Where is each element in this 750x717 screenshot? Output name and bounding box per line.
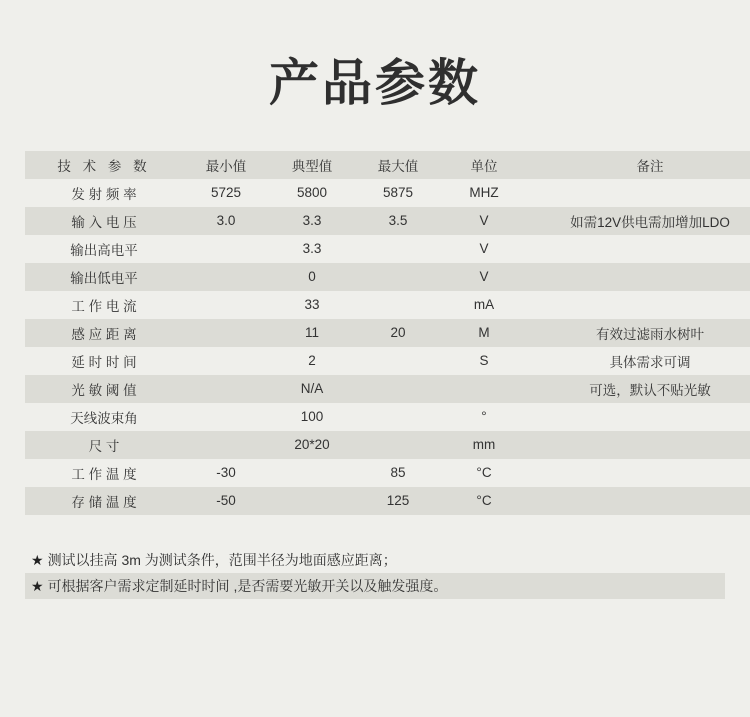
- cell-max: 5875: [382, 185, 414, 200]
- cell-unit: M: [441, 319, 527, 347]
- cell-min: -30: [216, 465, 236, 480]
- table-row: [25, 235, 750, 263]
- cell-note: 可选，默认不贴光敏: [527, 375, 750, 403]
- cell-unit: V: [479, 241, 489, 256]
- cell-unit: S: [479, 353, 489, 368]
- cell-min: [183, 291, 269, 319]
- star-icon: ★: [31, 577, 44, 594]
- cell-note: [527, 235, 750, 263]
- cell-note: 具体需求可调: [609, 354, 691, 370]
- cell-param: 天线波束角: [70, 410, 138, 426]
- cell-typ: [269, 459, 355, 487]
- table-row: [25, 291, 750, 319]
- cell-typ: 5800: [296, 185, 328, 200]
- cell-note: [527, 487, 750, 515]
- table-row: [25, 431, 750, 459]
- header-unit: 单位: [441, 151, 527, 179]
- cell-param: 输出高电平: [70, 242, 138, 258]
- cell-param: 感 应 距 离: [25, 319, 183, 347]
- cell-typ: 33: [304, 297, 320, 312]
- cell-unit: MHZ: [469, 185, 499, 200]
- cell-typ: 100: [300, 409, 324, 424]
- cell-param: 存 储 温 度: [25, 487, 183, 515]
- cell-max: [355, 403, 441, 431]
- cell-note: [527, 403, 750, 431]
- note-text: 可根据客户需求定制延时时间 ,是否需要光敏开关以及触发强度。: [47, 577, 448, 594]
- cell-unit: V: [441, 207, 527, 235]
- header-max: 最大值: [355, 151, 441, 179]
- header-note: 备注: [527, 151, 750, 179]
- cell-param: 工 作 温 度: [71, 466, 137, 482]
- cell-unit: °C: [476, 465, 492, 480]
- table-row: [25, 459, 750, 487]
- cell-max: 3.5: [355, 207, 441, 235]
- cell-typ: 3.3: [269, 207, 355, 235]
- cell-param: 光 敏 阈 值: [25, 375, 183, 403]
- table-header-row: [25, 151, 750, 179]
- table-row: [25, 487, 750, 515]
- cell-unit: mA: [473, 297, 495, 312]
- header-param: 技 术 参 数: [25, 151, 183, 179]
- cell-max: 125: [355, 487, 441, 515]
- cell-max: [355, 235, 441, 263]
- cell-param: 延 时 时 间: [71, 354, 137, 370]
- table-row: [25, 375, 750, 403]
- spec-table-body: [25, 179, 750, 515]
- cell-max: [355, 263, 441, 291]
- cell-param: 输出低电平: [25, 263, 183, 291]
- cell-note: [527, 179, 750, 207]
- cell-max: 20: [355, 319, 441, 347]
- cell-param: 工 作 电 流: [71, 298, 137, 314]
- table-row: [25, 263, 750, 291]
- spec-table-head: [25, 151, 750, 179]
- note-text: 测试以挂高 3m 为测试条件，范围半径为地面感应距离；: [47, 551, 397, 568]
- cell-max: [355, 347, 441, 375]
- cell-typ: 3.3: [302, 241, 322, 256]
- page-title: 产品参数: [269, 55, 481, 111]
- cell-unit: V: [441, 263, 527, 291]
- star-icon: ★: [31, 551, 44, 568]
- cell-unit: °: [481, 409, 487, 424]
- cell-typ: 2: [308, 353, 316, 368]
- cell-typ: N/A: [269, 375, 355, 403]
- note-item: [25, 547, 725, 573]
- cell-typ: 11: [269, 319, 355, 347]
- notes-section: [25, 547, 725, 599]
- cell-min: [183, 263, 269, 291]
- cell-max: [355, 291, 441, 319]
- header-typ: 典型值: [269, 151, 355, 179]
- cell-min: [183, 235, 269, 263]
- cell-typ: 20*20: [269, 431, 355, 459]
- cell-max: 85: [390, 465, 406, 480]
- cell-param: 尺 寸: [25, 431, 183, 459]
- cell-param: 输 入 电 压: [25, 207, 183, 235]
- cell-note: 如需12V供电需加增加LDO: [527, 207, 750, 235]
- table-row: [25, 207, 750, 235]
- table-row: [25, 403, 750, 431]
- cell-min: 3.0: [183, 207, 269, 235]
- cell-param: 发 射 频 率: [71, 186, 137, 202]
- table-row: [25, 319, 750, 347]
- cell-typ: 0: [269, 263, 355, 291]
- cell-note: 有效过滤雨水树叶: [527, 319, 750, 347]
- cell-note: [527, 263, 750, 291]
- cell-unit: mm: [441, 431, 527, 459]
- cell-min: [183, 347, 269, 375]
- cell-min: [183, 319, 269, 347]
- spec-table: [25, 151, 750, 515]
- table-row: [25, 347, 750, 375]
- cell-typ: [269, 487, 355, 515]
- header-min: 最小值: [183, 151, 269, 179]
- cell-min: 5725: [210, 185, 242, 200]
- cell-min: [183, 375, 269, 403]
- cell-unit: °C: [441, 487, 527, 515]
- cell-min: [183, 403, 269, 431]
- cell-unit: [441, 375, 527, 403]
- cell-note: [527, 459, 750, 487]
- cell-min: [183, 431, 269, 459]
- cell-note: [527, 431, 750, 459]
- cell-max: [355, 375, 441, 403]
- table-row: [25, 179, 750, 207]
- note-item: [25, 573, 725, 599]
- spec-table-wrap: [25, 151, 730, 515]
- cell-min: -50: [183, 487, 269, 515]
- cell-max: [355, 431, 441, 459]
- cell-note: [527, 291, 750, 319]
